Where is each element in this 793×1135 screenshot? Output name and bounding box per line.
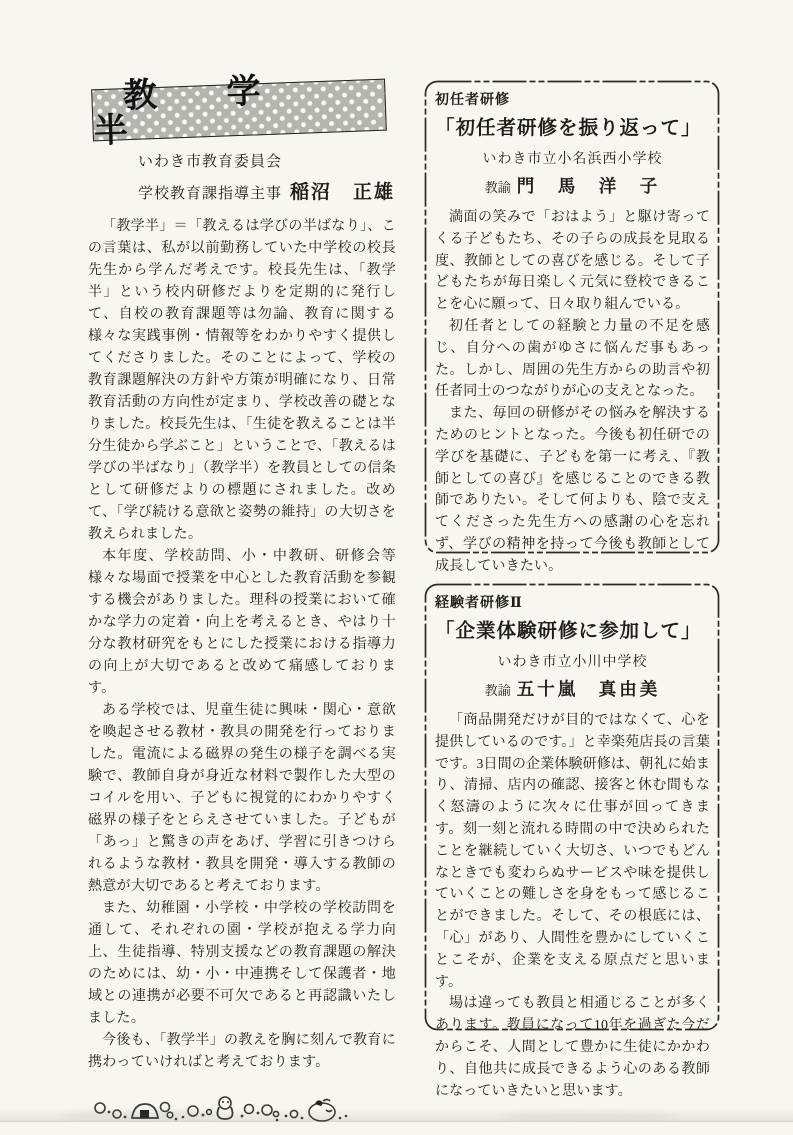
box1-school: いわき市立小名浜西小学校: [482, 152, 663, 167]
box2-school: いわき市立小川中学校: [497, 655, 648, 670]
box2-author-row: [435, 676, 710, 701]
box2-category: 経験者研修Ⅱ: [435, 596, 523, 611]
main-article-body: [88, 216, 396, 1074]
box1-title: 「初任者研修を振り返って」: [435, 118, 702, 139]
article-paragraph: 「商品開発だけが目的ではなくて、心を提供しているのです。」と幸楽苑店長の言葉です。3日間の企業体験研修は、朝礼に始まり、清掃、店内の確認、接客と休む間もなく怒濤のように次々に仕事が回ってきます。刻一刻と流れる時間の中で決められたことを継続していく大切さ、いつでもどんなときでも変わらぬサービスや味を提供していくことの難しさを身をもって感じることができました。そして、その根底には、「心」があり、人間性を豊かにしていくことこそが、企業を支える原点だと思います。: [435, 713, 710, 990]
author-name: 稲沼 正雄: [290, 182, 396, 203]
article-paragraph: 場は違っても教員と相通じることが多くあります。教員になって10年を過ぎた今だからこそ、人間として豊かに生徒にかかわり、自他共に成長できるよう心のある教師になっていきたいと思います。: [435, 996, 710, 1099]
article-paragraph: 「教学半」＝「教えるは学びの半ばなり」、この言葉は、私が以前勤務していた中学校の校長先生から学んだ考えです。校長先生は、「教学半」という校内研修だよりを定期的に発行して、自校の教育課題等は勿論、教育に関する様々な実践事例・情報等をわかりやすく提供してくださりました。そのことによって、学校の教育課題解決の方針や方策が明確になり、日常教育活動の方向性が定まり、学校改善の礎となりました。校長先生は、「生徒を教えることは半分生徒から学ぶこと」ということで、「教えるは学びの半ばなり」（教学半）を教員としての信条として研修だよりの標題にされました。改めて、「学び続ける意欲と姿勢の維持」の大切さを教えられました。: [88, 219, 396, 542]
box1-author-row: [435, 173, 710, 198]
box1-body: [435, 207, 710, 578]
scan-smudge: [60, 1110, 220, 1120]
article-box-experienced-teacher-training: [424, 583, 720, 1099]
article-paragraph: 本年度、学校訪問、小・中教研、研修会等様々な場面で授業を中心とした教育活動を参観する機会がありました。理科の授業において確かな学力の定着・向上を考えるとき、やはり十分な教材研究をもとにした授業における指導力の向上が大切であると改めて痛感しております。: [88, 549, 396, 696]
organization: いわき市教育委員会: [138, 154, 283, 170]
box2-author-name: 五十嵐 真由美: [516, 679, 661, 699]
article-paragraph: また、幼稚園・小学校・中学校の学校訪問を通して、それぞれの園・学校が抱える学力向上、生徒指導、特別支援などの教育課題の解決のためには、幼・小・中連携そして保護者・地域との連携が必要不可欠であると再認識いたしました。: [88, 901, 396, 1026]
box2-body: [435, 710, 710, 1102]
author-role: 学校教育課指導主事: [138, 186, 283, 202]
article-paragraph: 満面の笑みで「おはよう」と駆け寄ってくる子どもたち、その子らの成長を見取る度、教師としての喜びを感じる。そして子どもたちが毎日楽しく元気に登校できることを心に願って、日々取り組んでいる。: [435, 210, 710, 313]
page-title-banner: [91, 72, 387, 151]
scan-smudge: [500, 1111, 680, 1120]
author-row: [138, 177, 396, 204]
page-title: 教 学 半: [93, 72, 292, 151]
box1-category: 初任者研修: [435, 93, 510, 108]
box1-author-name: 門 馬 洋 子: [516, 176, 661, 196]
left-column: [88, 72, 396, 1135]
article-paragraph: 今後も、「教学半」の教えを胸に刻んで教育に携わっていければと考えております。: [88, 1033, 396, 1070]
article-paragraph: 初任者としての経験と力量の不足を感じ、自分への歯がゆさに悩んだ事もあった。しかし、周囲の先生方からの助言や初任者同士のつながりが心の支えとなった。: [435, 318, 710, 400]
box2-title: 「企業体験研修に参加して」: [435, 621, 702, 642]
article-paragraph: また、毎回の研修がその悩みを解決するためのヒントとなった。今後も初任研での学びを基礎に、子どもを第一に考え、『教師としての喜び』を感じることのできる教師でありたい。そして何よりも、陰で支えてくださった先生方への感謝の心を忘れず、学びの精神を持って今後も教師として成長していきたい。: [435, 406, 710, 574]
byline-block: [138, 150, 396, 204]
box2-author-role: 教諭: [484, 683, 511, 698]
article-paragraph: ある学校では、児童生徒に興味・関心・意欲を喚起させる教材・教具の開発を行っておりました。電流による磁界の発生の様子を調べる実験で、教師自身が身近な材料で製作した大型のコイルを用い、子どもに視覚的にわかりやすく磁界の様子をとらえさせていました。子どもが「あっ」と驚きの声をあげ、学習に引きつけられるような教材・教具を開発・導入する教師の熱意が大切であると考えております。: [88, 703, 396, 894]
box1-author-role: 教諭: [484, 180, 511, 195]
article-box-new-teacher-training: [424, 80, 720, 574]
doodle-border-drawing: [90, 1088, 390, 1130]
